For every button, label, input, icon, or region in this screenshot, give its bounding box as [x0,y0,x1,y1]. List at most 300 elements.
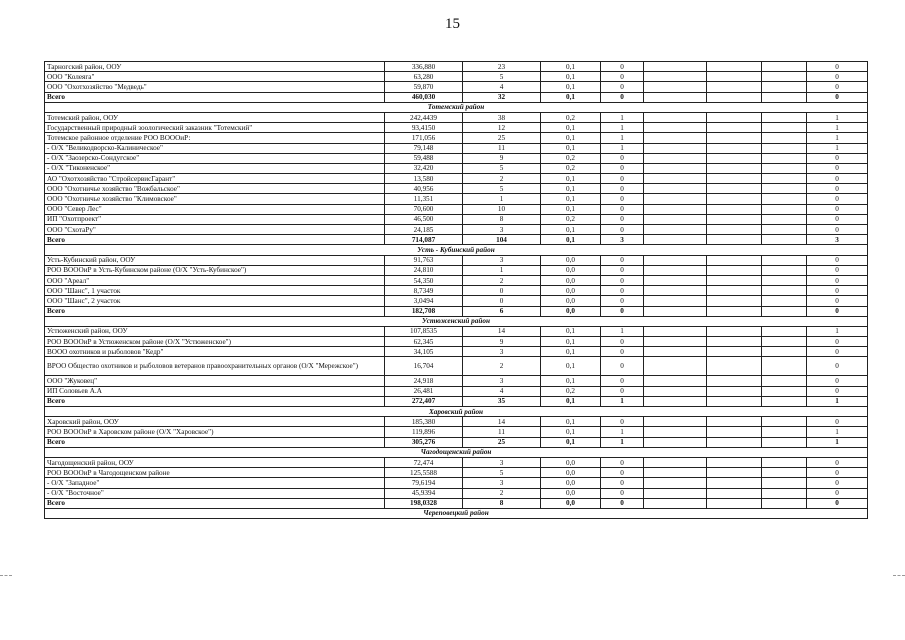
cell-col-1: 305,276 [385,437,463,447]
cell-col-6 [707,235,762,245]
cell-col-8: 0 [807,457,868,467]
cell-col-4: 0 [601,204,644,214]
cell-col-3: 0,1 [541,427,601,437]
table-row [45,123,868,133]
cell-col-7 [762,296,807,306]
cell-col-1: 46,500 [385,214,463,224]
cell-col-6 [707,92,762,102]
table-row [45,376,868,386]
cell-col-2: 2 [463,357,541,376]
row-label: ООО "Ареал" [45,275,385,285]
cell-col-8: 0 [807,468,868,478]
cell-col-5 [644,427,707,437]
cell-col-1: 72,474 [385,457,463,467]
section-title: Харовский район [45,407,868,417]
cell-col-5 [644,357,707,376]
cell-col-7 [762,337,807,347]
row-label: Всего [45,235,385,245]
cell-col-6 [707,275,762,285]
row-label: ООО "Охотничье хозяйство "Вожбальское" [45,184,385,194]
table-row [45,347,868,357]
cell-col-4: 0 [601,92,644,102]
cell-col-8: 1 [807,437,868,447]
cell-col-5 [644,478,707,488]
cell-col-8: 0 [807,255,868,265]
cell-col-8: 0 [807,347,868,357]
table-row [45,204,868,214]
row-label: РОО ВОООиР в Харовском районе (О/Х "Харовское") [45,427,385,437]
cell-col-8: 0 [807,386,868,396]
cell-col-8: 0 [807,296,868,306]
cell-col-7 [762,194,807,204]
cell-col-3: 0,2 [541,214,601,224]
cell-col-3: 0,1 [541,396,601,406]
cell-col-5 [644,174,707,184]
cell-col-1: 62,345 [385,337,463,347]
cell-col-8: 1 [807,123,868,133]
cell-col-3: 0,1 [541,82,601,92]
section-header [45,102,868,112]
total-row [45,235,868,245]
cell-col-3: 0,2 [541,112,601,122]
cell-col-5 [644,225,707,235]
row-label: ИП Соловьев А.А [45,386,385,396]
table-row [45,163,868,173]
cell-col-2: 3 [463,376,541,386]
cell-col-4: 0 [601,296,644,306]
table-row [45,72,868,82]
cell-col-6 [707,396,762,406]
cell-col-1: 714,087 [385,235,463,245]
table-row [45,337,868,347]
cell-col-1: 24,810 [385,265,463,275]
cell-col-2: 2 [463,174,541,184]
cell-col-1: 59,488 [385,153,463,163]
table-row [45,174,868,184]
cell-col-1: 3,0494 [385,296,463,306]
cell-col-1: 272,407 [385,396,463,406]
cell-col-4: 0 [601,184,644,194]
row-label: ООО "Шанс", 2 участок [45,296,385,306]
cell-col-4: 0 [601,286,644,296]
cell-col-3: 0,1 [541,417,601,427]
cell-col-1: 8,7349 [385,286,463,296]
cell-col-6 [707,478,762,488]
cell-col-1: 59,870 [385,82,463,92]
table-row [45,133,868,143]
cell-col-7 [762,143,807,153]
cell-col-6 [707,376,762,386]
cell-col-1: 26,481 [385,386,463,396]
cell-col-2: 23 [463,62,541,72]
cell-col-5 [644,376,707,386]
cell-col-7 [762,386,807,396]
cell-col-6 [707,123,762,133]
cell-col-6 [707,143,762,153]
row-label: Харовский район, ООУ [45,417,385,427]
total-row [45,92,868,102]
cell-col-2: 14 [463,326,541,336]
cell-col-4: 0 [601,376,644,386]
table-row [45,386,868,396]
cell-col-6 [707,184,762,194]
table-row [45,214,868,224]
cell-col-7 [762,437,807,447]
cell-col-4: 1 [601,133,644,143]
cell-col-2: 2 [463,275,541,285]
cell-col-4: 1 [601,112,644,122]
cell-col-6 [707,174,762,184]
cell-col-3: 0,1 [541,143,601,153]
cell-col-4: 0 [601,347,644,357]
cell-col-3: 0,1 [541,72,601,82]
cell-col-6 [707,153,762,163]
total-row [45,306,868,316]
cell-col-7 [762,275,807,285]
row-label: - О/Х "Западное" [45,478,385,488]
cell-col-2: 38 [463,112,541,122]
cell-col-2: 5 [463,163,541,173]
cell-col-8: 0 [807,62,868,72]
cell-col-3: 0,1 [541,194,601,204]
cell-col-3: 0,2 [541,386,601,396]
cell-col-2: 8 [463,214,541,224]
cell-col-5 [644,82,707,92]
table-row [45,143,868,153]
section-title: Усть - Кубинский район [45,245,868,255]
table-row [45,225,868,235]
row-label: Всего [45,92,385,102]
cell-col-6 [707,468,762,478]
section-header [45,407,868,417]
cell-col-6 [707,347,762,357]
cell-col-7 [762,347,807,357]
row-label: Чагодощенский район, ООУ [45,457,385,467]
cell-col-7 [762,214,807,224]
cell-col-3: 0,2 [541,163,601,173]
cell-col-3: 0,1 [541,437,601,447]
cell-col-6 [707,386,762,396]
cell-col-7 [762,255,807,265]
cell-col-4: 1 [601,143,644,153]
cell-col-5 [644,204,707,214]
table-row [45,255,868,265]
cell-col-6 [707,337,762,347]
cell-col-5 [644,468,707,478]
cell-col-5 [644,235,707,245]
cell-col-5 [644,184,707,194]
cell-col-4: 0 [601,265,644,275]
cell-col-4: 0 [601,275,644,285]
cell-col-8: 0 [807,184,868,194]
cell-col-8: 1 [807,112,868,122]
fold-mark-left [0,575,12,576]
cell-col-1: 34,105 [385,347,463,357]
cell-col-8: 1 [807,143,868,153]
cell-col-4: 0 [601,163,644,173]
cell-col-7 [762,488,807,498]
section-header [45,508,868,518]
table-row [45,468,868,478]
cell-col-7 [762,163,807,173]
cell-col-2: 104 [463,235,541,245]
cell-col-1: 171,056 [385,133,463,143]
cell-col-1: 54,350 [385,275,463,285]
row-label: Всего [45,396,385,406]
cell-col-4: 0 [601,194,644,204]
cell-col-3: 0,1 [541,235,601,245]
cell-col-5 [644,153,707,163]
cell-col-7 [762,357,807,376]
row-label: ООО "Колеяга" [45,72,385,82]
cell-col-7 [762,92,807,102]
cell-col-8: 0 [807,306,868,316]
cell-col-3: 0,0 [541,457,601,467]
row-label: ВРОО Общество охотников и рыболовов ветеранов правоохранительных органов (О/Х "Мережское") [45,357,385,376]
cell-col-3: 0,1 [541,204,601,214]
cell-col-1: 63,280 [385,72,463,82]
section-header [45,316,868,326]
cell-col-4: 3 [601,235,644,245]
cell-col-6 [707,133,762,143]
table-row [45,417,868,427]
cell-col-4: 0 [601,255,644,265]
cell-col-7 [762,133,807,143]
cell-col-4: 0 [601,417,644,427]
cell-col-1: 24,918 [385,376,463,386]
cell-col-6 [707,296,762,306]
cell-col-4: 0 [601,357,644,376]
page-number: 15 [445,16,460,32]
table-row [45,194,868,204]
cell-col-5 [644,214,707,224]
cell-col-3: 0,1 [541,184,601,194]
cell-col-6 [707,417,762,427]
cell-col-8: 0 [807,286,868,296]
cell-col-8: 0 [807,376,868,386]
table-row [45,326,868,336]
cell-col-6 [707,357,762,376]
cell-col-5 [644,194,707,204]
table-row [45,427,868,437]
table-row [45,184,868,194]
cell-col-1: 91,763 [385,255,463,265]
cell-col-4: 0 [601,386,644,396]
cell-col-2: 4 [463,386,541,396]
cell-col-5 [644,457,707,467]
table-row [45,457,868,467]
row-label: ООО "Охотхозяйство "Медведь" [45,82,385,92]
cell-col-2: 14 [463,417,541,427]
cell-col-8: 0 [807,153,868,163]
cell-col-7 [762,468,807,478]
cell-col-5 [644,112,707,122]
cell-col-5 [644,498,707,508]
cell-col-8: 0 [807,478,868,488]
cell-col-1: 125,5588 [385,468,463,478]
cell-col-1: 24,185 [385,225,463,235]
row-label: ООО "Север Лес" [45,204,385,214]
cell-col-7 [762,123,807,133]
cell-col-6 [707,72,762,82]
row-label: - О/Х "Тиконенское" [45,163,385,173]
cell-col-5 [644,417,707,427]
section-header [45,245,868,255]
row-label: Устюженский район, ООУ [45,326,385,336]
fold-mark-right [893,575,905,576]
cell-col-5 [644,72,707,82]
cell-col-7 [762,376,807,386]
cell-col-7 [762,396,807,406]
cell-col-6 [707,306,762,316]
cell-col-2: 5 [463,72,541,82]
row-label: ООО "Шанс", 1 участок [45,286,385,296]
cell-col-4: 1 [601,326,644,336]
row-label: - О/Х "Восточное" [45,488,385,498]
table-row [45,296,868,306]
cell-col-5 [644,286,707,296]
cell-col-7 [762,72,807,82]
cell-col-2: 8 [463,498,541,508]
row-label: ООО "Жуковец" [45,376,385,386]
cell-col-2: 3 [463,225,541,235]
cell-col-7 [762,265,807,275]
cell-col-6 [707,214,762,224]
cell-col-8: 0 [807,174,868,184]
row-label: РОО ВОООиР в Усть-Кубинском районе (О/Х "Усть-Кубинское") [45,265,385,275]
cell-col-4: 0 [601,72,644,82]
table-row [45,275,868,285]
cell-col-5 [644,163,707,173]
row-label: Государственный природный зоологический заказник "Тотемский" [45,123,385,133]
cell-col-1: 32,420 [385,163,463,173]
cell-col-7 [762,225,807,235]
cell-col-6 [707,437,762,447]
cell-col-4: 1 [601,437,644,447]
cell-col-5 [644,488,707,498]
cell-col-6 [707,255,762,265]
cell-col-3: 0,1 [541,92,601,102]
cell-col-6 [707,225,762,235]
cell-col-7 [762,153,807,163]
cell-col-2: 3 [463,255,541,265]
row-label: ООО "Охотничье хозяйство "Климовское" [45,194,385,204]
cell-col-5 [644,437,707,447]
cell-col-4: 1 [601,123,644,133]
cell-col-8: 1 [807,133,868,143]
cell-col-8: 0 [807,163,868,173]
cell-col-8: 0 [807,337,868,347]
cell-col-8: 0 [807,265,868,275]
cell-col-4: 0 [601,306,644,316]
section-title: Устюженский район [45,316,868,326]
cell-col-2: 3 [463,347,541,357]
cell-col-6 [707,457,762,467]
cell-col-8: 3 [807,235,868,245]
cell-col-8: 0 [807,357,868,376]
cell-col-5 [644,337,707,347]
cell-col-2: 35 [463,396,541,406]
cell-col-1: 79,6194 [385,478,463,488]
cell-col-5 [644,92,707,102]
cell-col-4: 0 [601,468,644,478]
cell-col-2: 25 [463,133,541,143]
table-row [45,265,868,275]
row-label: РОО ВОООиР в Устюженском районе (О/Х "Устюженское") [45,337,385,347]
cell-col-6 [707,488,762,498]
cell-col-7 [762,326,807,336]
cell-col-4: 0 [601,478,644,488]
cell-col-2: 11 [463,427,541,437]
row-label: АО "Охотхозяйство "СтройсервисГарант" [45,174,385,184]
cell-col-3: 0,0 [541,488,601,498]
cell-col-4: 0 [601,337,644,347]
cell-col-2: 2 [463,488,541,498]
cell-col-8: 1 [807,326,868,336]
table-row [45,488,868,498]
cell-col-2: 10 [463,204,541,214]
cell-col-8: 0 [807,204,868,214]
table-row [45,357,868,376]
cell-col-5 [644,62,707,72]
cell-col-6 [707,163,762,173]
cell-col-8: 0 [807,194,868,204]
table-row [45,286,868,296]
cell-col-5 [644,255,707,265]
cell-col-1: 45,9394 [385,488,463,498]
cell-col-1: 119,896 [385,427,463,437]
cell-col-6 [707,498,762,508]
cell-col-4: 0 [601,498,644,508]
cell-col-7 [762,62,807,72]
section-title: Череповецкий район [45,508,868,518]
cell-col-3: 0,0 [541,468,601,478]
cell-col-5 [644,265,707,275]
cell-col-7 [762,286,807,296]
cell-col-5 [644,396,707,406]
cell-col-6 [707,427,762,437]
table-row [45,478,868,488]
cell-col-7 [762,457,807,467]
cell-col-5 [644,386,707,396]
cell-col-7 [762,204,807,214]
cell-col-6 [707,204,762,214]
cell-col-2: 0 [463,296,541,306]
cell-col-3: 0,0 [541,478,601,488]
cell-col-8: 1 [807,396,868,406]
cell-col-7 [762,174,807,184]
cell-col-5 [644,275,707,285]
section-header [45,447,868,457]
table-row [45,62,868,72]
cell-col-5 [644,296,707,306]
row-label: Усть-Кубинский район, ООУ [45,255,385,265]
cell-col-6 [707,82,762,92]
cell-col-3: 0,1 [541,357,601,376]
cell-col-3: 0,2 [541,153,601,163]
cell-col-2: 3 [463,478,541,488]
cell-col-2: 0 [463,286,541,296]
cell-col-1: 13,580 [385,174,463,184]
cell-col-2: 32 [463,92,541,102]
cell-col-5 [644,306,707,316]
cell-col-4: 0 [601,62,644,72]
row-label: - О/Х "Великодворско-Калиническое" [45,143,385,153]
table-row [45,82,868,92]
cell-col-7 [762,427,807,437]
cell-col-4: 0 [601,82,644,92]
cell-col-8: 0 [807,417,868,427]
